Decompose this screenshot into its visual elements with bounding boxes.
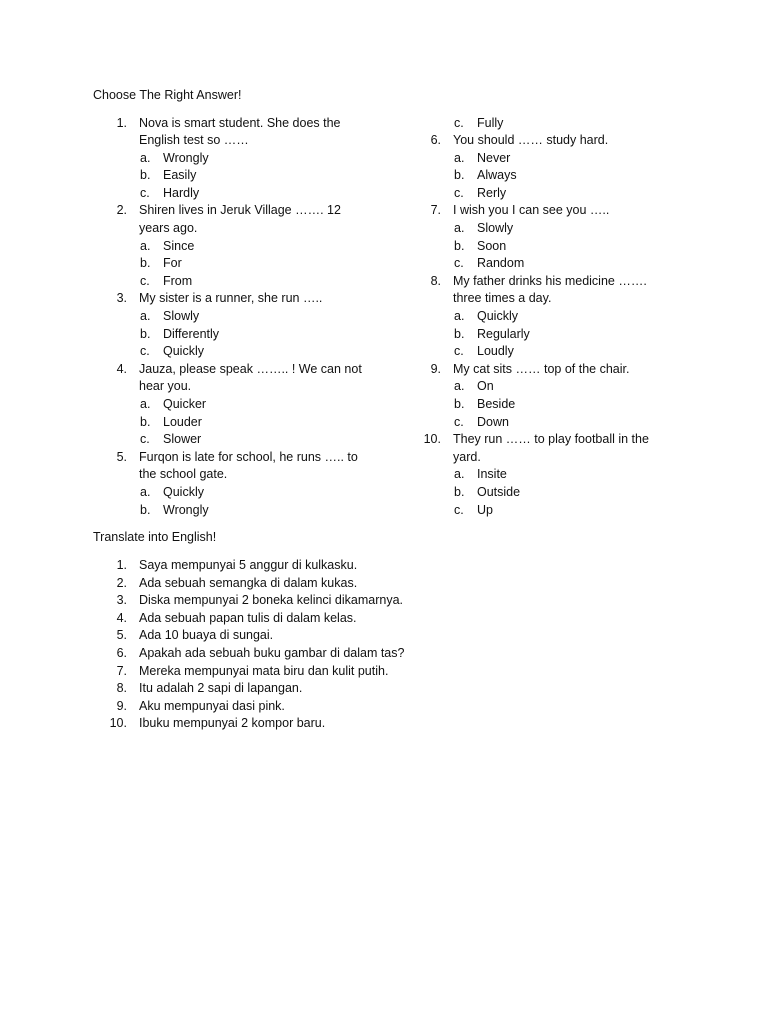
item-text: Saya mempunyai 5 anggur di kulkasku.: [139, 558, 358, 572]
item-text: Ibuku mempunyai 2 kompor baru.: [139, 716, 326, 731]
question-2: [93, 202, 373, 237]
item-text: Ada sebuah semangka di dalam kukas.: [139, 575, 358, 590]
option-text: Louder: [163, 414, 202, 429]
option-text: On: [477, 379, 494, 394]
option-letter: b.: [140, 414, 151, 429]
option-text: Insite: [477, 467, 507, 482]
question-1-option-a: [93, 150, 373, 168]
option-letter: b.: [454, 168, 465, 183]
question-4-option-c: [93, 431, 373, 449]
item-number: 2.: [116, 575, 127, 590]
option-text: Slower: [163, 432, 202, 447]
option-text: For: [163, 256, 182, 271]
option-text: Beside: [477, 397, 516, 411]
option-text: Regularly: [477, 326, 530, 341]
option-letter: c.: [454, 502, 464, 517]
translate-list: [93, 557, 404, 733]
question-number: 3.: [116, 291, 127, 306]
item-text: Apakah ada sebuah buku gambar di dalam tas?: [139, 645, 405, 660]
option-text: Always: [477, 168, 517, 183]
option-letter: a.: [454, 379, 465, 394]
item-number: 4.: [116, 610, 127, 625]
option-letter: a.: [140, 397, 151, 411]
option-letter: c.: [140, 344, 150, 359]
option-text: Fully: [477, 115, 504, 130]
option-text: Quicker: [163, 397, 207, 411]
option-letter: c.: [454, 344, 464, 359]
question-6: [407, 132, 687, 150]
question-8-option-b: [407, 326, 687, 344]
question-10-option-a: [407, 466, 687, 484]
option-letter: a.: [454, 150, 465, 165]
question-number: 10.: [423, 432, 441, 447]
item-number: 6.: [116, 645, 127, 660]
translate-item-10: [93, 715, 404, 733]
question-3-option-a: [93, 308, 373, 326]
question-9-option-a: [407, 378, 687, 396]
question-4: [93, 361, 373, 396]
question-number: 6.: [430, 133, 441, 148]
option-letter: b.: [454, 484, 465, 499]
translate-item-4: [93, 610, 404, 628]
option-text: Rerly: [477, 185, 507, 200]
question-7-option-b: [407, 238, 687, 256]
option-letter: a.: [140, 238, 151, 253]
option-text: Since: [163, 238, 195, 253]
option-letter: a.: [140, 150, 151, 165]
option-text: Random: [477, 256, 525, 271]
option-letter: c.: [454, 185, 464, 200]
section-title-choose: Choose The Right Answer!: [93, 88, 242, 102]
question-number: 8.: [430, 273, 441, 288]
option-letter: b.: [454, 326, 465, 341]
question-8-option-a: [407, 308, 687, 326]
question-9-option-c: [407, 414, 687, 432]
question-text: I wish you I can see you …..: [453, 203, 610, 218]
translate-item-2: [93, 575, 404, 593]
question-10-option-c: [407, 502, 687, 520]
question-number: 9.: [430, 361, 441, 376]
question-1: [93, 115, 373, 150]
question-text: You should …… study hard.: [453, 133, 609, 148]
option-text: Hardly: [163, 185, 200, 200]
question-6-option-a: [407, 150, 687, 168]
questions-left-column: [93, 115, 373, 520]
translate-item-9: [93, 698, 404, 716]
question-text: My sister is a runner, she run …..: [139, 291, 323, 306]
question-text: Jauza, please speak …….. ! We can not hear you.: [139, 361, 362, 394]
question-number: 7.: [430, 203, 441, 218]
question-1-option-b: [93, 167, 373, 185]
question-5-option-c: [407, 115, 687, 133]
question-8: [407, 273, 687, 308]
question-5: [93, 449, 373, 484]
question-2-option-c: [93, 273, 373, 291]
item-number: 3.: [116, 593, 127, 608]
question-10-option-b: [407, 484, 687, 502]
option-letter: a.: [140, 484, 151, 499]
question-7-option-c: [407, 255, 687, 273]
item-number: 1.: [116, 558, 127, 572]
question-6-option-c: [407, 185, 687, 203]
question-7: [407, 202, 687, 220]
option-text: Wrongly: [163, 150, 209, 165]
question-1-option-c: [93, 185, 373, 203]
item-number: 5.: [116, 628, 127, 643]
option-letter: c.: [454, 256, 464, 271]
question-text: Furqon is late for school, he runs ….. to the school gate.: [139, 449, 358, 482]
item-number: 7.: [116, 663, 127, 678]
translate-item-7: [93, 663, 404, 681]
item-number: 9.: [116, 698, 127, 713]
option-text: Loudly: [477, 344, 514, 359]
translate-item-5: [93, 627, 404, 645]
option-text: Wrongly: [163, 502, 209, 517]
item-number: 10.: [109, 716, 127, 731]
question-text: Shiren lives in Jeruk Village ……. 12 years ago.: [139, 203, 341, 236]
option-letter: c.: [140, 185, 150, 200]
question-3-option-c: [93, 343, 373, 361]
question-5-option-b: [93, 502, 373, 520]
option-text: Quickly: [163, 484, 204, 499]
option-letter: c.: [454, 115, 464, 130]
question-number: 1.: [116, 115, 127, 130]
translate-item-1: [93, 557, 404, 575]
question-6-option-b: [407, 167, 687, 185]
option-letter: b.: [140, 326, 151, 341]
question-5-option-a: [93, 484, 373, 502]
option-text: Easily: [163, 168, 197, 183]
item-text: Aku mempunyai dasi pink.: [139, 698, 285, 713]
option-letter: b.: [140, 256, 151, 271]
option-letter: b.: [140, 502, 151, 517]
option-letter: c.: [140, 432, 150, 447]
question-8-option-c: [407, 343, 687, 361]
option-text: Quickly: [477, 309, 518, 324]
question-4-option-b: [93, 414, 373, 432]
question-7-option-a: [407, 220, 687, 238]
option-text: Quickly: [163, 344, 204, 359]
option-letter: a.: [454, 467, 465, 482]
option-text: Down: [477, 414, 509, 429]
question-4-option-a: [93, 396, 373, 414]
item-text: Ada sebuah papan tulis di dalam kelas.: [139, 610, 357, 625]
option-text: Slowly: [163, 309, 200, 324]
question-text: They run …… to play football in the yard.: [453, 432, 649, 464]
option-text: From: [163, 273, 193, 288]
question-text: My father drinks his medicine ……. three times a day.: [453, 273, 647, 306]
questions-right-column: [407, 115, 687, 520]
question-text: My cat sits …… top of the chair.: [453, 361, 630, 376]
option-letter: b.: [454, 238, 465, 253]
question-number: 5.: [116, 449, 127, 464]
question-3-option-b: [93, 326, 373, 344]
question-2-option-a: [93, 238, 373, 256]
translate-item-3: [93, 592, 404, 610]
item-text: Ada 10 buaya di sungai.: [139, 628, 274, 643]
question-9-option-b: [407, 396, 687, 414]
option-letter: c.: [140, 273, 150, 288]
translate-item-8: [93, 680, 404, 698]
question-number: 2.: [116, 203, 127, 218]
option-letter: a.: [454, 309, 465, 324]
translate-item-6: [93, 645, 404, 663]
question-text: Nova is smart student. She does the English test so ……: [139, 115, 341, 148]
option-text: Soon: [477, 238, 507, 253]
question-2-option-b: [93, 255, 373, 273]
item-text: Itu adalah 2 sapi di lapangan.: [139, 681, 303, 696]
option-letter: c.: [454, 414, 464, 429]
option-text: Differently: [163, 326, 220, 341]
section-title-translate: Translate into English!: [93, 530, 217, 544]
option-letter: b.: [140, 168, 151, 183]
option-letter: b.: [454, 397, 465, 411]
item-number: 8.: [116, 681, 127, 696]
question-number: 4.: [116, 361, 127, 376]
item-text: Diska mempunyai 2 boneka kelinci dikamarnya.: [139, 593, 404, 608]
option-text: Outside: [477, 484, 521, 499]
item-text: Mereka mempunyai mata biru dan kulit putih.: [139, 663, 389, 678]
option-text: Slowly: [477, 221, 514, 236]
question-10: [407, 431, 687, 466]
option-text: Never: [477, 150, 511, 165]
option-letter: a.: [140, 309, 151, 324]
option-letter: a.: [454, 221, 465, 236]
question-3: [93, 290, 373, 308]
option-text: Up: [477, 502, 493, 517]
question-9: [407, 361, 687, 379]
